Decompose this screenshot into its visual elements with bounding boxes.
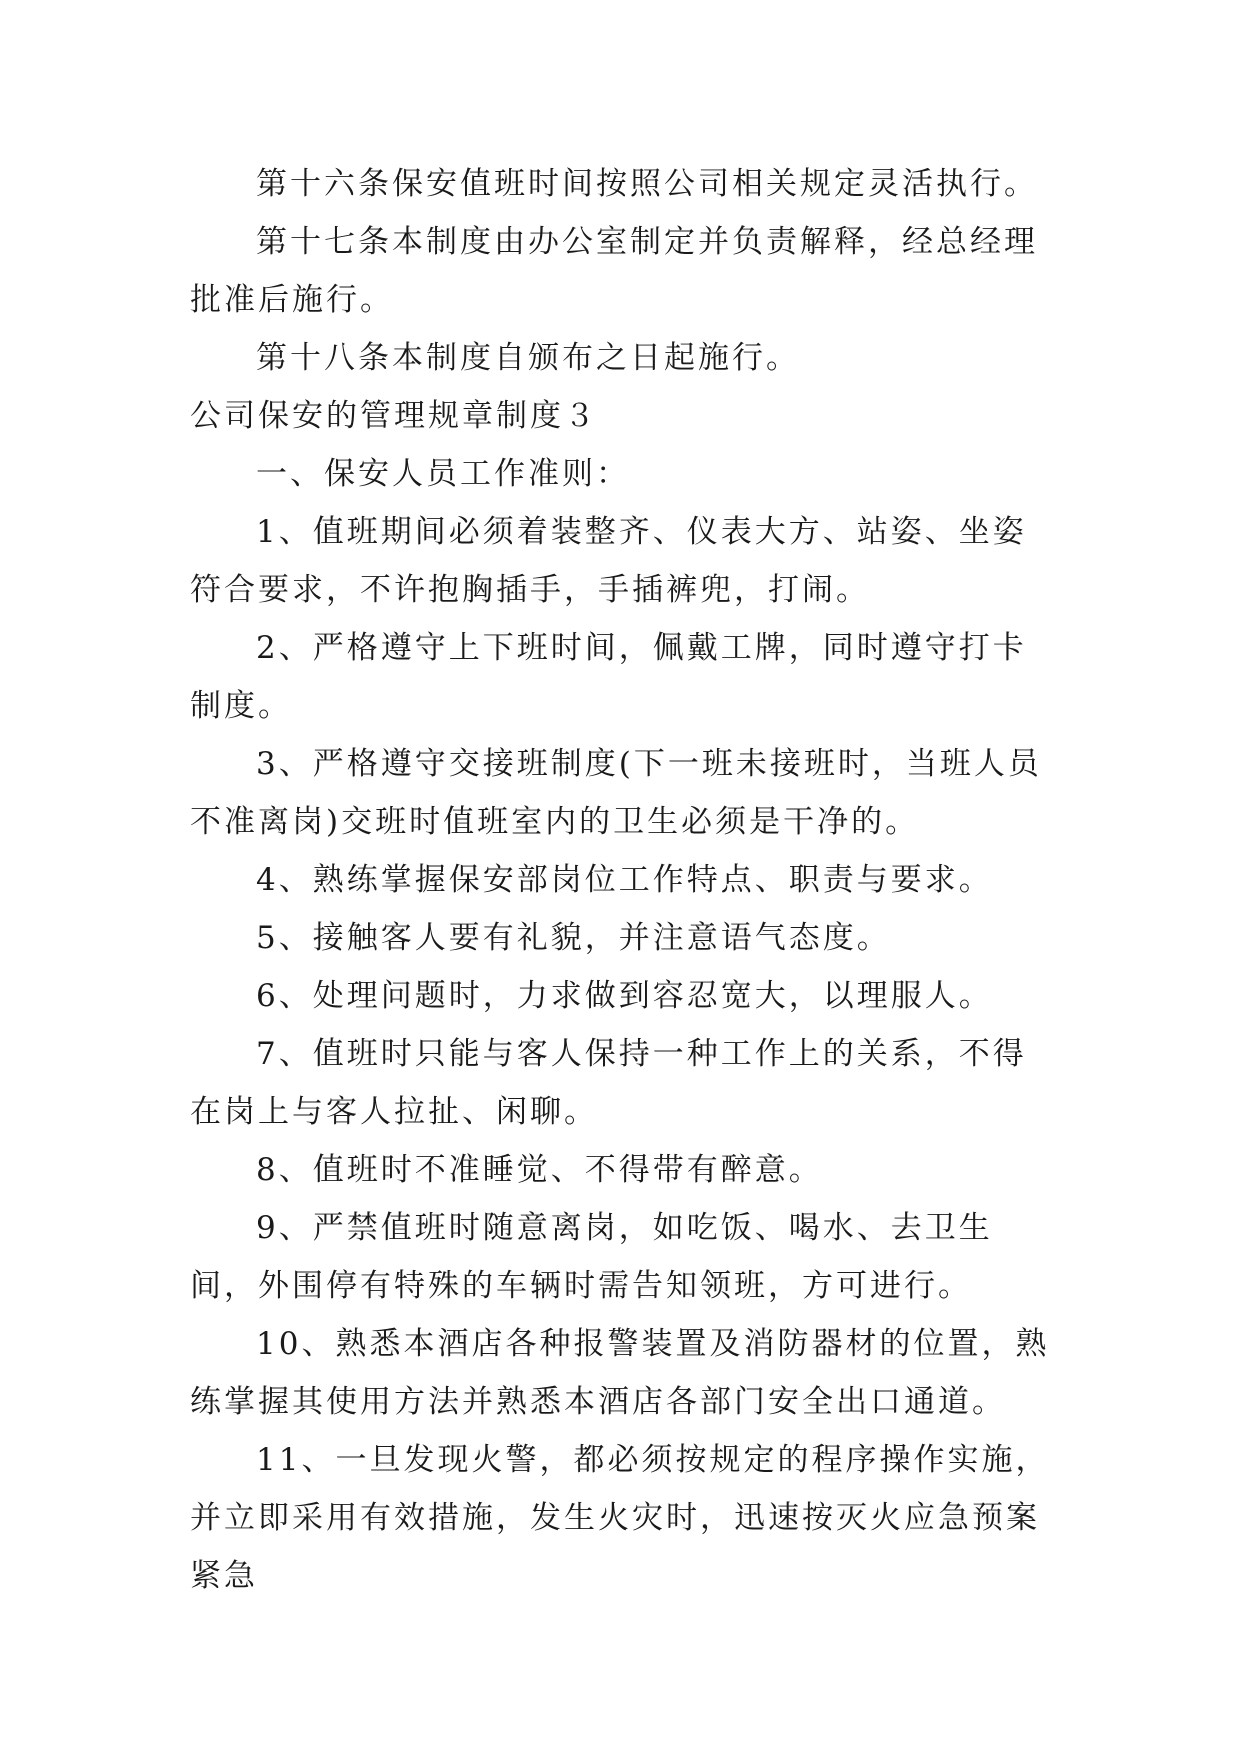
- section-heading: 公司保安的管理规章制度３: [190, 398, 598, 434]
- list-item-1: 1、值班期间必须着装整齐、仪表大方、站姿、坐姿符合要求，不许抱胸插手，手插裤兜，打闹。: [190, 514, 1027, 608]
- list-item-6: 6、处理问题时，力求做到容忍宽大，以理服人。: [256, 978, 993, 1014]
- paragraph-article-16: 第十六条保安值班时间按照公司相关规定灵活执行。: [256, 166, 1038, 202]
- list-item-2: 2、严格遵守上下班时间，佩戴工牌，同时遵守打卡制度。: [190, 630, 1027, 724]
- list-item-11: 11、一旦发现火警，都必须按规定的程序操作实施，并立即采用有效措施，发生火灾时，迅速按灭火应急预案紧急: [190, 1442, 1050, 1594]
- list-item-4: 4、熟练掌握保安部岗位工作特点、职责与要求。: [256, 862, 993, 898]
- list-item-10: 10、熟悉本酒店各种报警装置及消防器材的位置，熟练掌握其使用方法并熟悉本酒店各部门安全出口通道。: [190, 1326, 1050, 1420]
- list-item-8: 8、值班时不准睡觉、不得带有醉意。: [256, 1152, 823, 1188]
- list-item-3: 3、严格遵守交接班制度(下一班未接班时，当班人员不准离岗)交班时值班室内的卫生必须是干净的。: [190, 746, 1042, 840]
- list-item-5: 5、接触客人要有礼貌，并注意语气态度。: [256, 920, 891, 956]
- list-item-9: 9、严禁值班时随意离岗，如吃饭、喝水、去卫生间，外围停有特殊的车辆时需告知领班，方可进行。: [190, 1210, 993, 1304]
- list-item-7: 7、值班时只能与客人保持一种工作上的关系，不得在岗上与客人拉扯、闲聊。: [190, 1036, 1027, 1130]
- document-body: [190, 155, 1050, 1605]
- subsection-heading: 一、保安人员工作准则：: [256, 456, 630, 492]
- paragraph-article-18: 第十八条本制度自颁布之日起施行。: [256, 340, 800, 376]
- paragraph-article-17: 第十七条本制度由办公室制定并负责解释，经总经理批准后施行。: [190, 224, 1038, 318]
